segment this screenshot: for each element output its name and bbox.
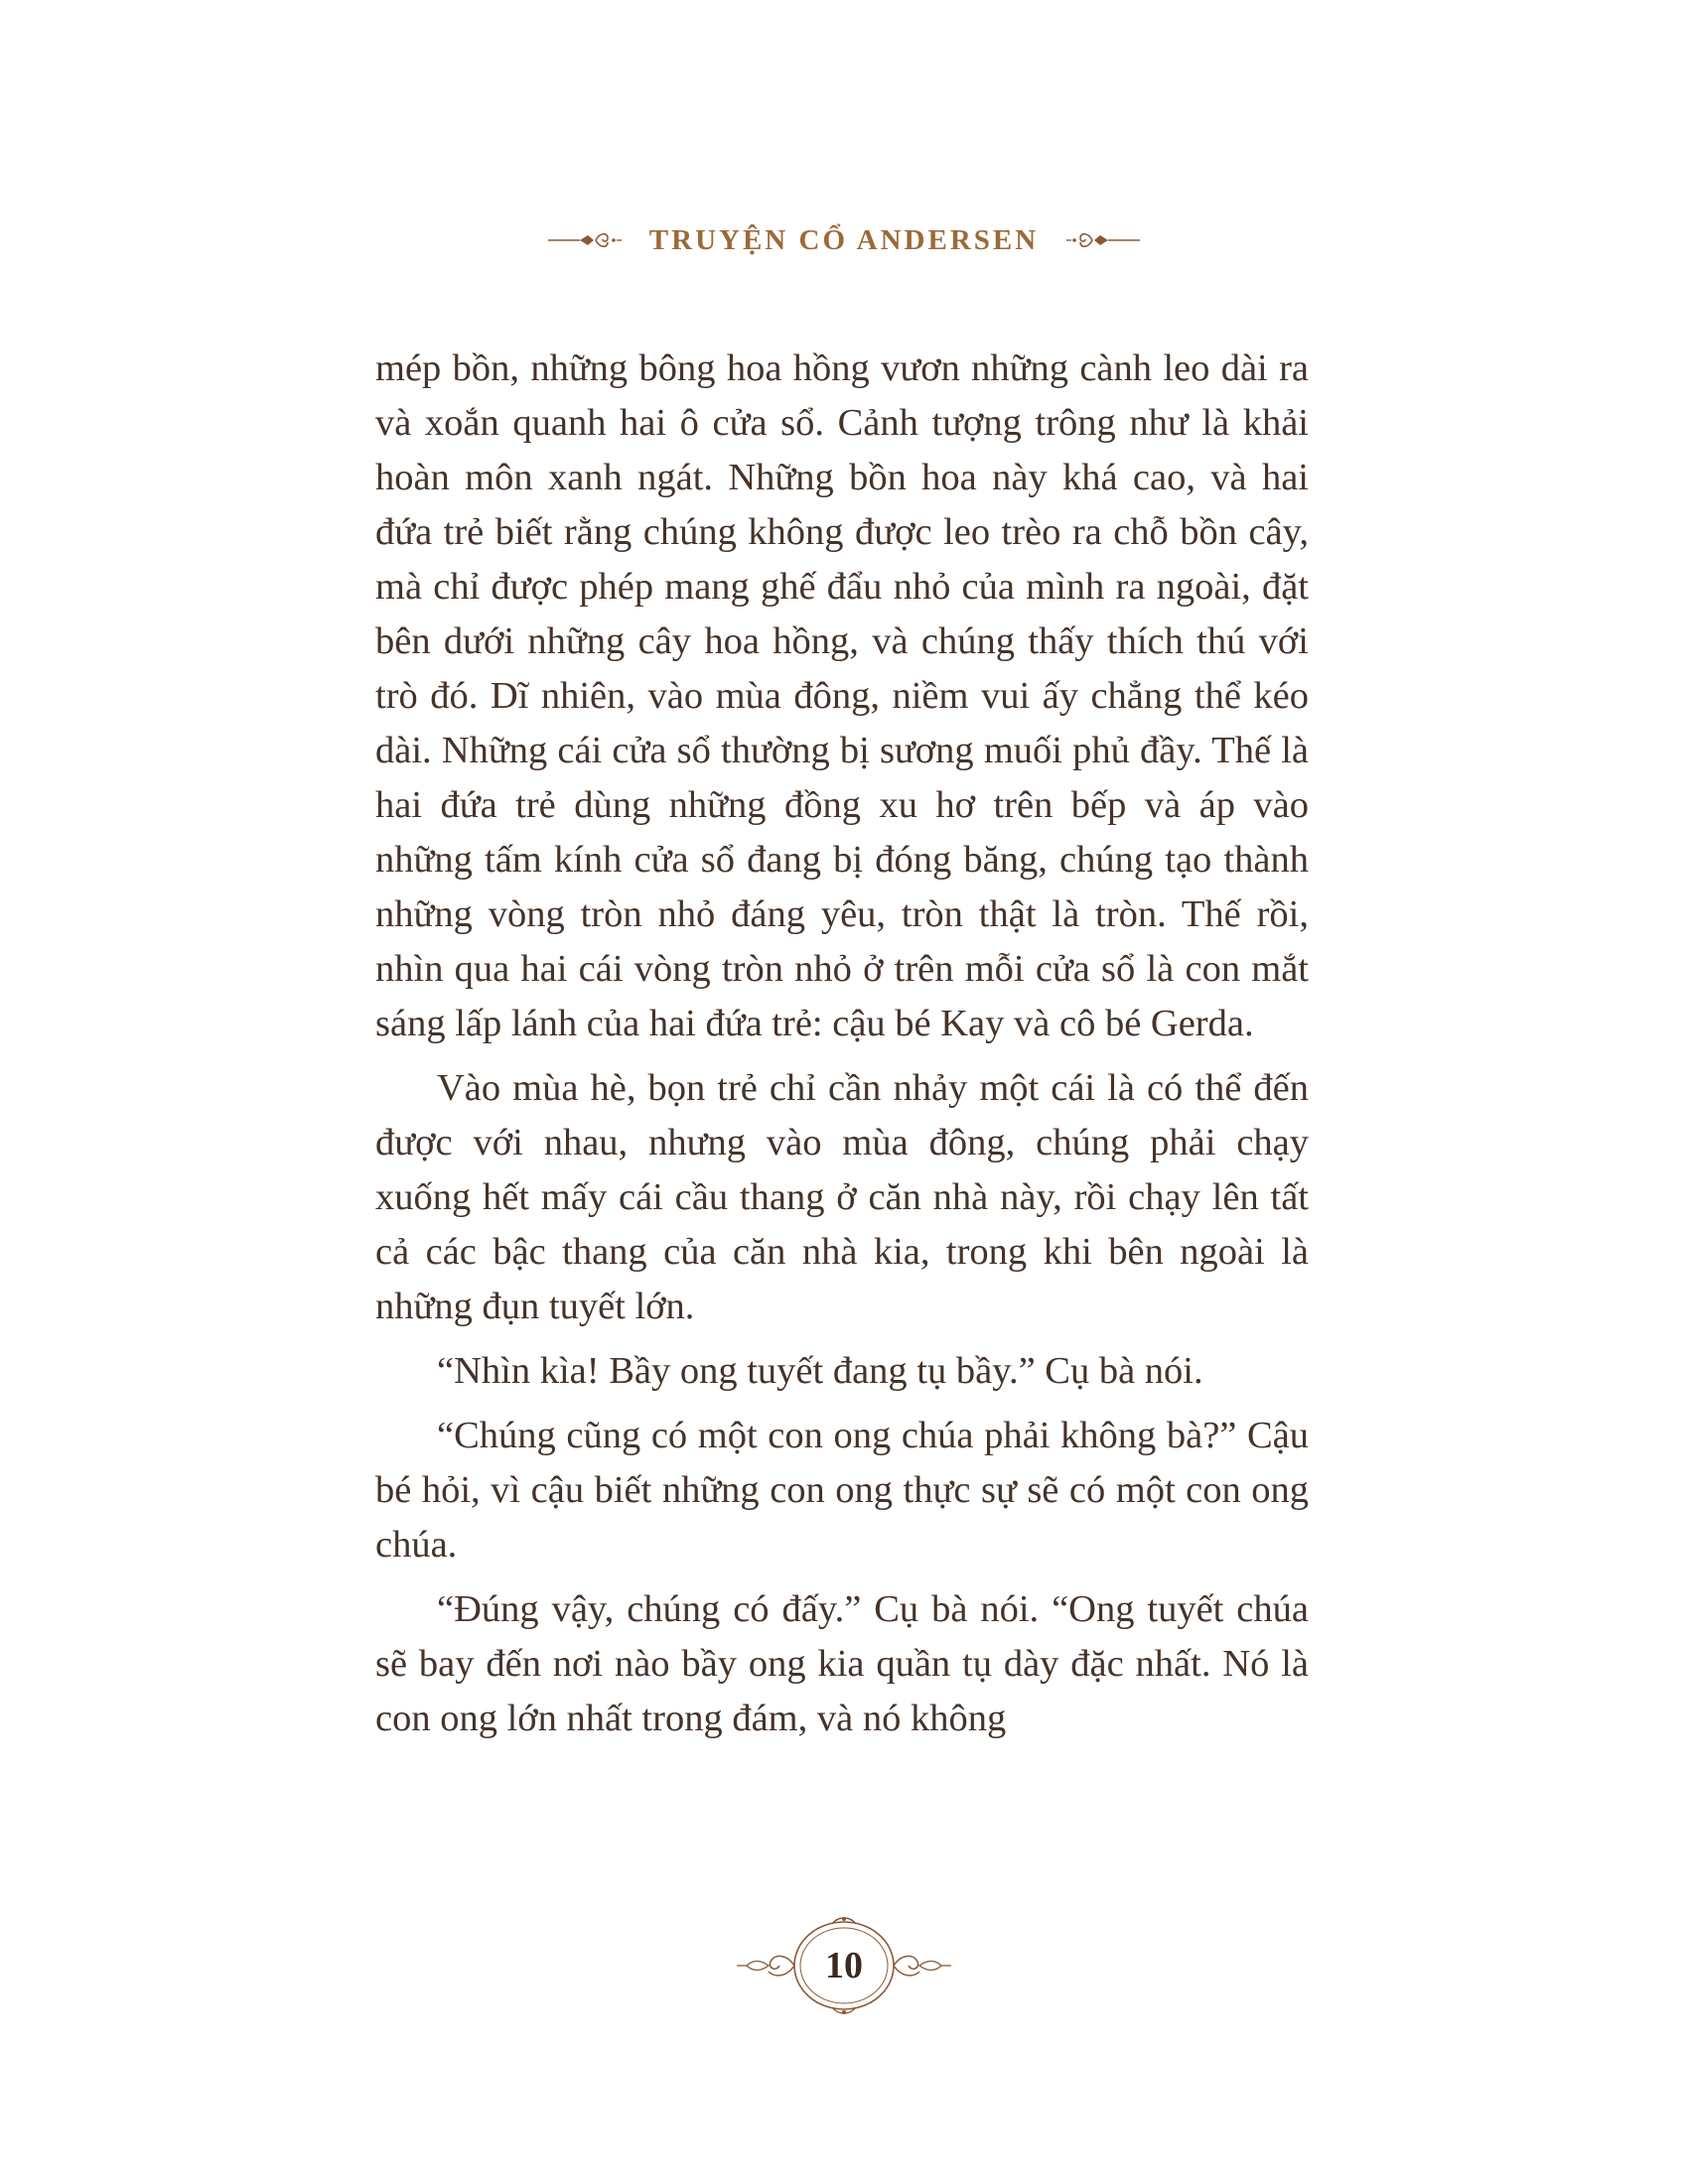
running-header bbox=[0, 220, 1688, 260]
page-number-frame bbox=[735, 1914, 953, 2017]
page-number: 10 bbox=[825, 1945, 863, 1986]
scroll-flourish-icon bbox=[1064, 228, 1142, 252]
running-header-title: TRUYỆN CỔ ANDERSEN bbox=[648, 223, 1040, 256]
paragraph-dialogue: “Đúng vậy, chúng có đấy.” Cụ bà nói. “Ong tuyết chúa sẽ bay đến nơi nào bầy ong kia quần tụ dày đặc nhất. Nó là con ong lớn nhất trong đám, và nó không bbox=[375, 1588, 1309, 1739]
paragraph-dialogue: “Nhìn kìa! Bầy ong tuyết đang tụ bầy.” Cụ bà nói. bbox=[437, 1350, 1203, 1392]
paragraph-dialogue: “Chúng cũng có một con ong chúa phải không bà?” Cậu bé hỏi, vì cậu biết những con ong thực sự sẽ có một con ong chúa. bbox=[375, 1415, 1309, 1566]
paragraph: Vào mùa hè, bọn trẻ chỉ cần nhảy một cái là có thể đến được với nhau, nhưng vào mùa đông, chúng phải chạy xuống hết mấy cái cầu thang ở căn nhà này, rồi chạy lên tất cả các bậc thang của căn nhà kia, trong khi bên ngoài là những đụn tuyết lớn. bbox=[375, 1067, 1309, 1327]
scroll-flourish-icon bbox=[546, 228, 624, 252]
paragraph-continued: mép bồn, những bông hoa hồng vươn những cành leo dài ra và xoắn quanh hai ô cửa sổ. Cảnh tượng trông như là khải hoàn môn xanh ngát. Những bồn hoa này khá cao, và hai đứa trẻ biết rằng chúng không được leo trèo ra chỗ bồn cây, mà chỉ được phép mang ghế đẩu nhỏ của mình ra ngoài, đặt bên dưới những cây hoa hồng, và chúng thấy thích thú với trò đó. Dĩ nhiên, vào mùa đông, niềm vui ấy chẳng thể kéo dài. Những cái cửa sổ thường bị sương muối phủ đầy. Thế là hai đứa trẻ dùng những đồng xu hơ trên bếp và áp vào những tấm kính cửa sổ đang bị đóng băng, chúng tạo thành những vòng tròn nhỏ đáng yêu, tròn thật là tròn. Thế rồi, nhìn qua hai cái vòng tròn nhỏ ở trên mỗi cửa sổ là con mắt sáng lấp lánh của hai đứa trẻ: cậu bé Kay và cô bé Gerda. bbox=[375, 347, 1309, 1044]
body-text bbox=[375, 341, 1309, 1746]
page-footer bbox=[0, 1914, 1688, 2017]
